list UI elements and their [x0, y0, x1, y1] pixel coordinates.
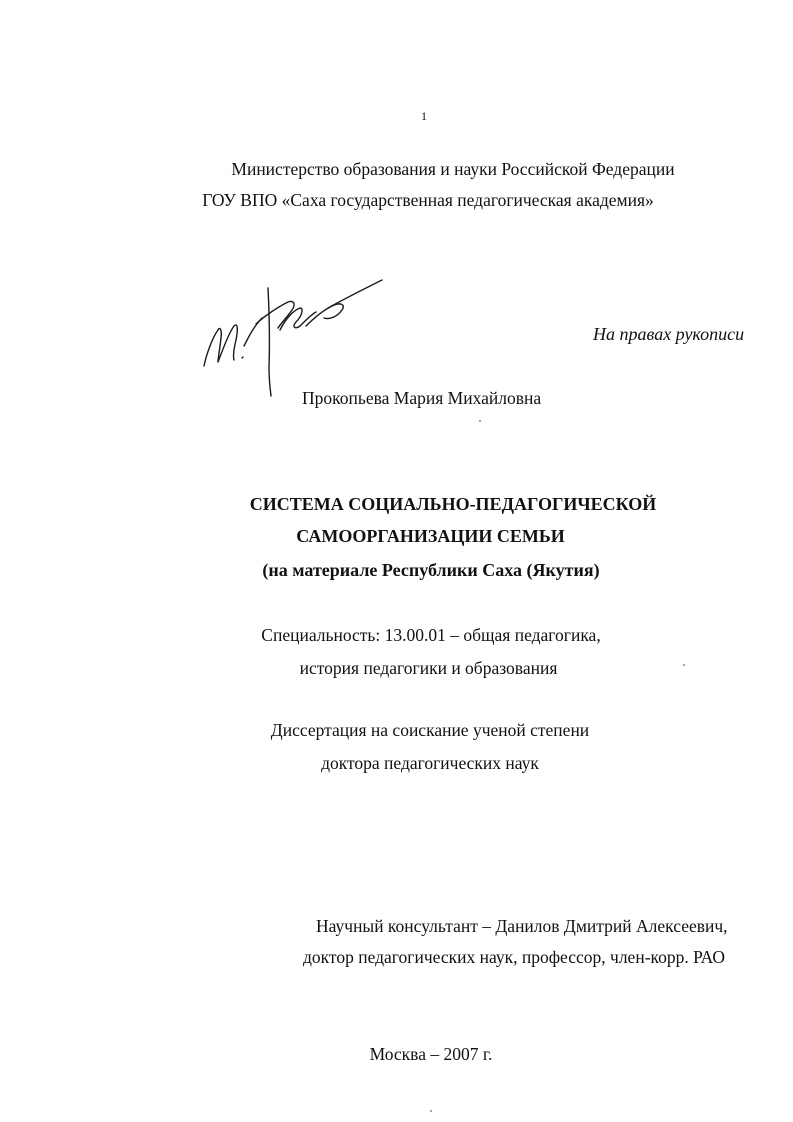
scan-speck: [683, 664, 685, 666]
dissertation-title-line-2: САМООРГАНИЗАЦИИ СЕМЬИ: [296, 526, 565, 546]
ministry-heading: Министерство образования и науки Российской Федерации: [231, 159, 675, 179]
scan-speck: [479, 420, 481, 422]
page-number: 1: [421, 109, 427, 123]
author-name: Прокопьева Мария Михайловна: [302, 388, 542, 408]
dissertation-title-line-1: СИСТЕМА СОЦИАЛЬНО-ПЕДАГОГИЧЕСКОЙ: [249, 494, 657, 514]
specialty-line-2: история педагогики и образования: [299, 658, 558, 678]
degree-line-2: доктора педагогических наук: [321, 753, 539, 773]
institution-heading: ГОУ ВПО «Саха государственная педагогическая академия»: [202, 190, 654, 210]
author-signature: [196, 268, 392, 404]
rights-notice: На правах рукописи: [593, 324, 745, 344]
scan-speck: [430, 1110, 432, 1112]
specialty-line-1: Специальность: 13.00.01 – общая педагогика,: [261, 625, 601, 645]
dissertation-title-line-3: (на материале Республики Саха (Якутия): [262, 560, 600, 580]
degree-line-1: Диссертация на соискание ученой степени: [270, 720, 590, 740]
consultant-line-1: Научный консультант – Данилов Дмитрий Алексеевич,: [316, 916, 728, 936]
consultant-line-2: доктор педагогических наук, профессор, член-корр. РАО: [303, 947, 726, 967]
city-year: Москва – 2007 г.: [369, 1044, 493, 1064]
